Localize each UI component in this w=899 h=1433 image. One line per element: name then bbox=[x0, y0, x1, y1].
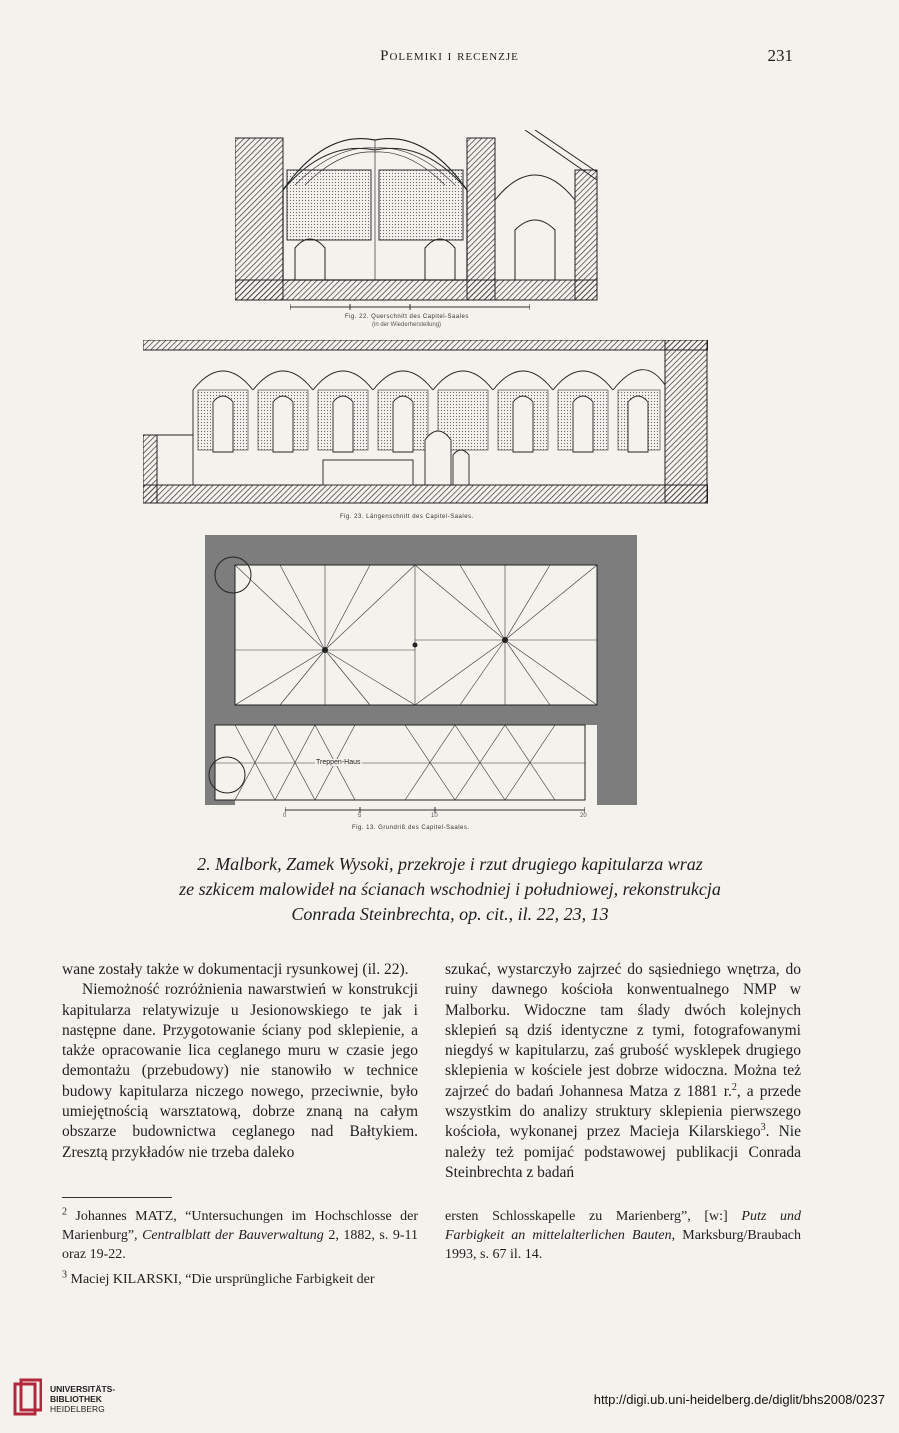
footnote-rule bbox=[62, 1197, 172, 1198]
figure-cross-section bbox=[235, 130, 600, 302]
fig23-caption: Fig. 23. Längenschnitt des Capitel-Saales. bbox=[340, 514, 474, 520]
paragraph: Niemożność rozróżnienia nawarstwień w konstrukcji kapitularza relatywizuje u Jesionowskiego te jak i następne dane. Przygotowanie ściany pod sklepienie, a także opracowanie lica ceglanego muru w czasie jego demontażu (przebudowy) nie stanowiło w technice budowy kapitularza niczego nowego, przeciwnie, było umiejętnością warsztatową, dobrze znaną na całym obszarze budownictwa ceglanego nad Bałtykiem. Zresztą przykładów nie trzeba daleko bbox=[62, 981, 418, 1161]
footnote-ref-2: 2 bbox=[731, 1081, 737, 1093]
fig22-caption: Fig. 22. Querschnitt des Capitel-Saales bbox=[345, 314, 469, 320]
caption-line: ze szkicem malowideł na ścianach wschodniej i południowej, rekonstrukcja bbox=[179, 879, 721, 899]
scale-label-10: 10 bbox=[431, 813, 438, 819]
caption-line: Conrada Steinbrechta, op. cit., il. 22, 23, 13 bbox=[291, 904, 609, 924]
figure-ground-plan bbox=[205, 535, 637, 805]
footnote-ref-3: 3 bbox=[760, 1122, 766, 1134]
longitudinal-section-drawing bbox=[143, 340, 708, 505]
figure-longitudinal-section bbox=[143, 340, 708, 505]
body-column-left bbox=[62, 960, 418, 1163]
paragraph: szukać, wystarczyło zajrzeć do sąsiedniego wnętrza, do ruiny dawnego kościoła konwentualnego NMP w Malborku. Widoczne tam ślady dwóch kolejnych sklepień są dziś identyczne z tymi, fotografowanymi niegdyś w kapitularzu, zaś grubość wysklepek drugiego sklepienia w kościele jest dobrze widoczna. Można też zajrzeć do badań Johannesa Matza z 1881 r.$^2$, a przede wszystkim do analizy struktury sklepienia pierwszego kościoła, wykonanej przez Macieja Kilarskiego$^3$. Nie należy też pomijać podstawowej publikacji Conrada Steinbrechta z badań bbox=[445, 961, 801, 1181]
cross-section-scale-bar bbox=[290, 303, 530, 311]
ground-plan-drawing bbox=[205, 535, 637, 805]
running-head: Polemiki i recenzje bbox=[380, 48, 519, 64]
stair-house-label: Treppen-Haus bbox=[316, 759, 361, 766]
body-column-right bbox=[445, 960, 801, 1183]
illustration-caption bbox=[90, 852, 810, 927]
scale-label-5: 5 bbox=[358, 813, 362, 819]
paragraph: wane zostały także w dokumentacji rysunkowej (il. 22). bbox=[62, 961, 409, 978]
footnote-2: $^2$ Johannes MATZ, “Untersuchungen im Hochschlosse der Marienburg”, Centralblatt der Bauverwaltung 2, 1882, s. 9-11 oraz 19-22. bbox=[62, 1206, 418, 1262]
scale-label-0: 0 bbox=[283, 813, 287, 819]
source-url-link[interactable]: http://digi.ub.uni-heidelberg.de/diglit/bhs2008/0237 bbox=[593, 1392, 885, 1407]
footnote-3-continued: ersten Schlosskapelle zu Marienberg”, [w:] Putz und Farbigkeit an mittelalterlichen Bauten, Marksburg/Braubach 1993, s. 67 il. 14. bbox=[445, 1209, 802, 1262]
scale-label-20: 20 bbox=[580, 813, 587, 819]
library-logo-icon bbox=[12, 1378, 42, 1418]
fig22-subcaption: (in der Wiederherstellung) bbox=[372, 322, 442, 328]
cross-section-drawing bbox=[235, 130, 600, 302]
footnote-3: $^3$ Maciej KILARSKI, “Die ursprüngliche Farbigkeit der bbox=[62, 1269, 375, 1287]
caption-line: 2. Malbork, Zamek Wysoki, przekroje i rzut drugiego kapitularza wraz bbox=[197, 854, 703, 874]
page-number: 231 bbox=[767, 46, 793, 65]
fig13-caption: Fig. 13. Grundriß des Capitel-Saales. bbox=[352, 825, 470, 831]
library-name: UNIVERSITÄTS- BIBLIOTHEK HEIDELBERG bbox=[50, 1384, 116, 1414]
